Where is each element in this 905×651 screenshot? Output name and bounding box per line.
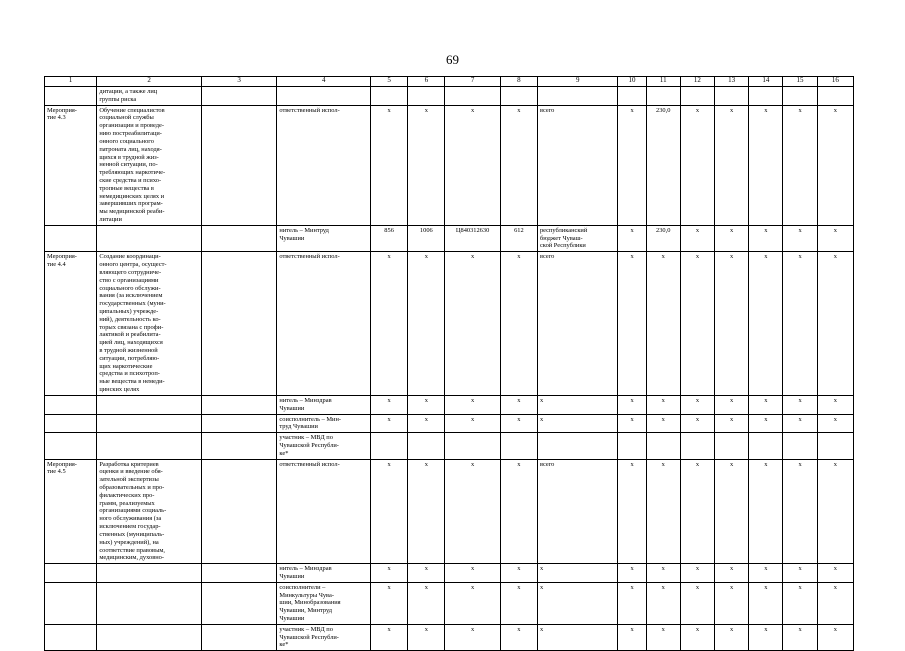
table-cell [201, 105, 276, 225]
table-cell: Мероприя- тие 4.3 [45, 105, 97, 225]
table-cell: дитации, а также лиц группы риска [97, 87, 202, 106]
table-cell: x [715, 459, 749, 564]
column-number: 8 [500, 77, 537, 87]
table-cell [45, 582, 97, 624]
table-cell: x [783, 564, 817, 583]
table-cell: x [680, 459, 714, 564]
column-number: 3 [201, 77, 276, 87]
table-cell [97, 582, 202, 624]
table-cell: x [680, 225, 714, 251]
table-cell: x [370, 105, 407, 225]
table-row [45, 87, 854, 106]
table-cell: x [680, 624, 714, 650]
table-cell [201, 582, 276, 624]
table-cell: ответственный испол- [277, 459, 371, 564]
table-row [45, 624, 854, 650]
table-cell [201, 414, 276, 433]
table-cell [370, 433, 407, 459]
table-cell: x [680, 395, 714, 414]
table-cell [277, 87, 371, 106]
table-cell: Разработка критериев оценки и введение обя- зательной экспертизы образовательных и про- филактических про- грамм, реализуемых организациями социаль- ного обслуживания (за исключением государ- ственных (муниципаль- ных) учреждений), на соответствие правовым, медицинским, духовно- [97, 459, 202, 564]
table-cell [783, 87, 817, 106]
table-cell: x [817, 414, 853, 433]
table-cell: x [445, 564, 500, 583]
table-cell [408, 433, 445, 459]
table-cell: x [749, 414, 783, 433]
table-cell: Создание координаци- онного центра, осущест- вляющего сотрудниче- ство с организациями социального обслужи- вания (за исключением государственных (муни- ципальных) учрежде- ний), деятельность ко- торых связана с профи- лактикой и реабилита- цией лиц, находящихся в трудной жизненной ситуации, потребляю- щих наркотические средства и психотроп- ные вещества в немеди- цинских целях [97, 252, 202, 396]
table-cell: x [646, 395, 680, 414]
page-number: 69 [446, 52, 459, 67]
table-cell: x [783, 105, 817, 225]
table-cell: x [618, 225, 646, 251]
table-cell: x [445, 624, 500, 650]
table-cell: Мероприя- тие 4.5 [45, 459, 97, 564]
table-cell [97, 564, 202, 583]
table-cell [97, 395, 202, 414]
table-cell: участник – МВД по Чувашской Республи- ке* [277, 433, 371, 459]
table-cell: x [715, 225, 749, 251]
column-number: 7 [445, 77, 500, 87]
table-cell: x [749, 252, 783, 396]
table-cell: x [408, 459, 445, 564]
table-cell: x [715, 395, 749, 414]
table-cell: всего [537, 459, 617, 564]
table-cell [715, 87, 749, 106]
table-cell: x [445, 414, 500, 433]
column-number: 5 [370, 77, 407, 87]
table-cell: x [537, 414, 617, 433]
table-cell: x [370, 459, 407, 564]
table-cell [537, 87, 617, 106]
table-cell: x [500, 414, 537, 433]
table-cell: Обучение специалистов социальной службы организации и проведе- нию постреабилитаци- онного социального патроната лиц, находя- щихся в трудной жиз- ненной ситуации, по- требляющих наркотиче- ские средства и психо- тропные вещества в немедицинских целях и завершивших програм- мы медицинской реаби- литации [97, 105, 202, 225]
table-cell: x [783, 225, 817, 251]
table-cell: 612 [500, 225, 537, 251]
table-cell [201, 459, 276, 564]
table-cell [445, 87, 500, 106]
table-row [45, 582, 854, 624]
table-cell: x [783, 414, 817, 433]
column-number: 12 [680, 77, 714, 87]
table-cell: x [408, 564, 445, 583]
table-cell: x [445, 252, 500, 396]
table-row [45, 225, 854, 251]
table-cell: x [500, 105, 537, 225]
table-cell [201, 624, 276, 650]
table-cell: 856 [370, 225, 407, 251]
table-cell [618, 433, 646, 459]
table-cell: x [749, 225, 783, 251]
table-cell: x [500, 624, 537, 650]
table-cell [97, 414, 202, 433]
program-table [44, 76, 854, 651]
table-cell: x [618, 459, 646, 564]
table-row [45, 252, 854, 396]
table-cell: x [408, 582, 445, 624]
column-number: 6 [408, 77, 445, 87]
table-cell: x [783, 459, 817, 564]
table-cell [45, 414, 97, 433]
table-cell: x [370, 252, 407, 396]
table-cell: x [618, 624, 646, 650]
table-cell [201, 225, 276, 251]
table-cell [97, 624, 202, 650]
table-row [45, 414, 854, 433]
table-cell: x [817, 225, 853, 251]
column-number: 2 [97, 77, 202, 87]
table-row [45, 395, 854, 414]
column-number-row [45, 77, 854, 87]
column-number: 14 [749, 77, 783, 87]
table-cell: x [537, 564, 617, 583]
table-cell: x [618, 582, 646, 624]
table-cell: x [537, 624, 617, 650]
table-cell: x [749, 395, 783, 414]
table-cell: x [618, 105, 646, 225]
table-cell [45, 87, 97, 106]
table-cell: x [817, 582, 853, 624]
column-number: 10 [618, 77, 646, 87]
column-number: 13 [715, 77, 749, 87]
table-cell: x [749, 582, 783, 624]
table-cell: x [715, 414, 749, 433]
table-cell: x [783, 624, 817, 650]
table-cell [680, 433, 714, 459]
table-row [45, 433, 854, 459]
table-cell [45, 624, 97, 650]
table-cell: 230,0 [646, 225, 680, 251]
table-row [45, 564, 854, 583]
table-cell [817, 433, 853, 459]
table-cell: x [680, 582, 714, 624]
table-cell: x [715, 105, 749, 225]
table-cell: x [817, 105, 853, 225]
table-cell: 230,0 [646, 105, 680, 225]
table-cell: x [445, 395, 500, 414]
table-cell: x [817, 252, 853, 396]
table-cell [817, 87, 853, 106]
table-cell: x [646, 582, 680, 624]
column-number: 1 [45, 77, 97, 87]
table-cell [97, 225, 202, 251]
table-cell: x [646, 459, 680, 564]
table-cell: всего [537, 105, 617, 225]
table-cell [445, 433, 500, 459]
table-cell: x [680, 414, 714, 433]
table-cell: x [749, 624, 783, 650]
table-cell [500, 87, 537, 106]
table-cell: x [408, 105, 445, 225]
table-cell: x [445, 105, 500, 225]
table-cell [45, 225, 97, 251]
table-cell: x [500, 252, 537, 396]
table-cell: x [408, 252, 445, 396]
table-cell: x [646, 252, 680, 396]
table-cell: x [537, 582, 617, 624]
table-cell: x [783, 582, 817, 624]
table-cell [408, 87, 445, 106]
table-cell: участник – МВД по Чувашской Республи- ке* [277, 624, 371, 650]
table-cell [783, 433, 817, 459]
table-cell: республиканский бюджет Чуваш- ской Республики [537, 225, 617, 251]
table-cell: x [500, 582, 537, 624]
table-row [45, 105, 854, 225]
table-cell: x [618, 564, 646, 583]
table-cell: x [537, 395, 617, 414]
table-cell: x [500, 564, 537, 583]
table-cell: соисполнители – Минкультуры Чува- шии, Минобразования Чувашии, Минтруд Чувашии [277, 582, 371, 624]
table-cell [45, 433, 97, 459]
table-cell: x [715, 252, 749, 396]
table-cell: x [646, 414, 680, 433]
table-cell [201, 564, 276, 583]
table-cell: x [618, 395, 646, 414]
table-cell: x [618, 414, 646, 433]
table-cell [500, 433, 537, 459]
table-cell: x [370, 414, 407, 433]
table-cell: x [817, 624, 853, 650]
table-cell: нитель – Минздрав Чувашии [277, 395, 371, 414]
table-cell: x [680, 252, 714, 396]
table-cell [201, 395, 276, 414]
table-cell: x [680, 564, 714, 583]
column-number: 15 [783, 77, 817, 87]
table-cell: x [370, 624, 407, 650]
column-number: 11 [646, 77, 680, 87]
table-cell: x [783, 252, 817, 396]
table-cell: соисполнитель – Мин- труд Чувашии [277, 414, 371, 433]
table-cell: x [408, 624, 445, 650]
table-cell: всего [537, 252, 617, 396]
table-cell: x [817, 459, 853, 564]
table-cell: Ц840312630 [445, 225, 500, 251]
table-cell: x [408, 414, 445, 433]
table-cell: x [618, 252, 646, 396]
column-number: 4 [277, 77, 371, 87]
table-cell: x [715, 564, 749, 583]
column-number: 16 [817, 77, 853, 87]
table-cell [370, 87, 407, 106]
table-cell: x [370, 564, 407, 583]
table-cell [201, 87, 276, 106]
table-cell: x [370, 582, 407, 624]
column-number: 9 [537, 77, 617, 87]
table-cell: x [500, 459, 537, 564]
table-cell: x [749, 105, 783, 225]
table-cell: Мероприя- тие 4.4 [45, 252, 97, 396]
table-cell: x [680, 105, 714, 225]
table-cell [680, 87, 714, 106]
table-cell [618, 87, 646, 106]
table-cell: x [749, 459, 783, 564]
table-cell [201, 252, 276, 396]
table-cell [45, 564, 97, 583]
table-row [45, 459, 854, 564]
table-cell [749, 433, 783, 459]
table-cell: x [817, 395, 853, 414]
table-cell: x [749, 564, 783, 583]
table-cell: x [783, 395, 817, 414]
table-cell: 1006 [408, 225, 445, 251]
table-cell: x [445, 459, 500, 564]
table-cell [45, 395, 97, 414]
table-cell [646, 87, 680, 106]
table-cell: x [500, 395, 537, 414]
table-cell [537, 433, 617, 459]
table-cell: x [646, 624, 680, 650]
table-cell: нитель – Минздрав Чувашии [277, 564, 371, 583]
table-cell [715, 433, 749, 459]
table-cell [201, 433, 276, 459]
table-cell [749, 87, 783, 106]
table-cell: ответственный испол- [277, 105, 371, 225]
table-cell: x [408, 395, 445, 414]
table-cell: x [646, 564, 680, 583]
table-cell [646, 433, 680, 459]
table-cell: x [715, 624, 749, 650]
table-cell: x [370, 395, 407, 414]
table-cell: x [817, 564, 853, 583]
table-cell: нитель – Минтруд Чувашии [277, 225, 371, 251]
table-cell: x [445, 582, 500, 624]
table-cell: ответственный испол- [277, 252, 371, 396]
table-cell [97, 433, 202, 459]
table-cell: x [715, 582, 749, 624]
